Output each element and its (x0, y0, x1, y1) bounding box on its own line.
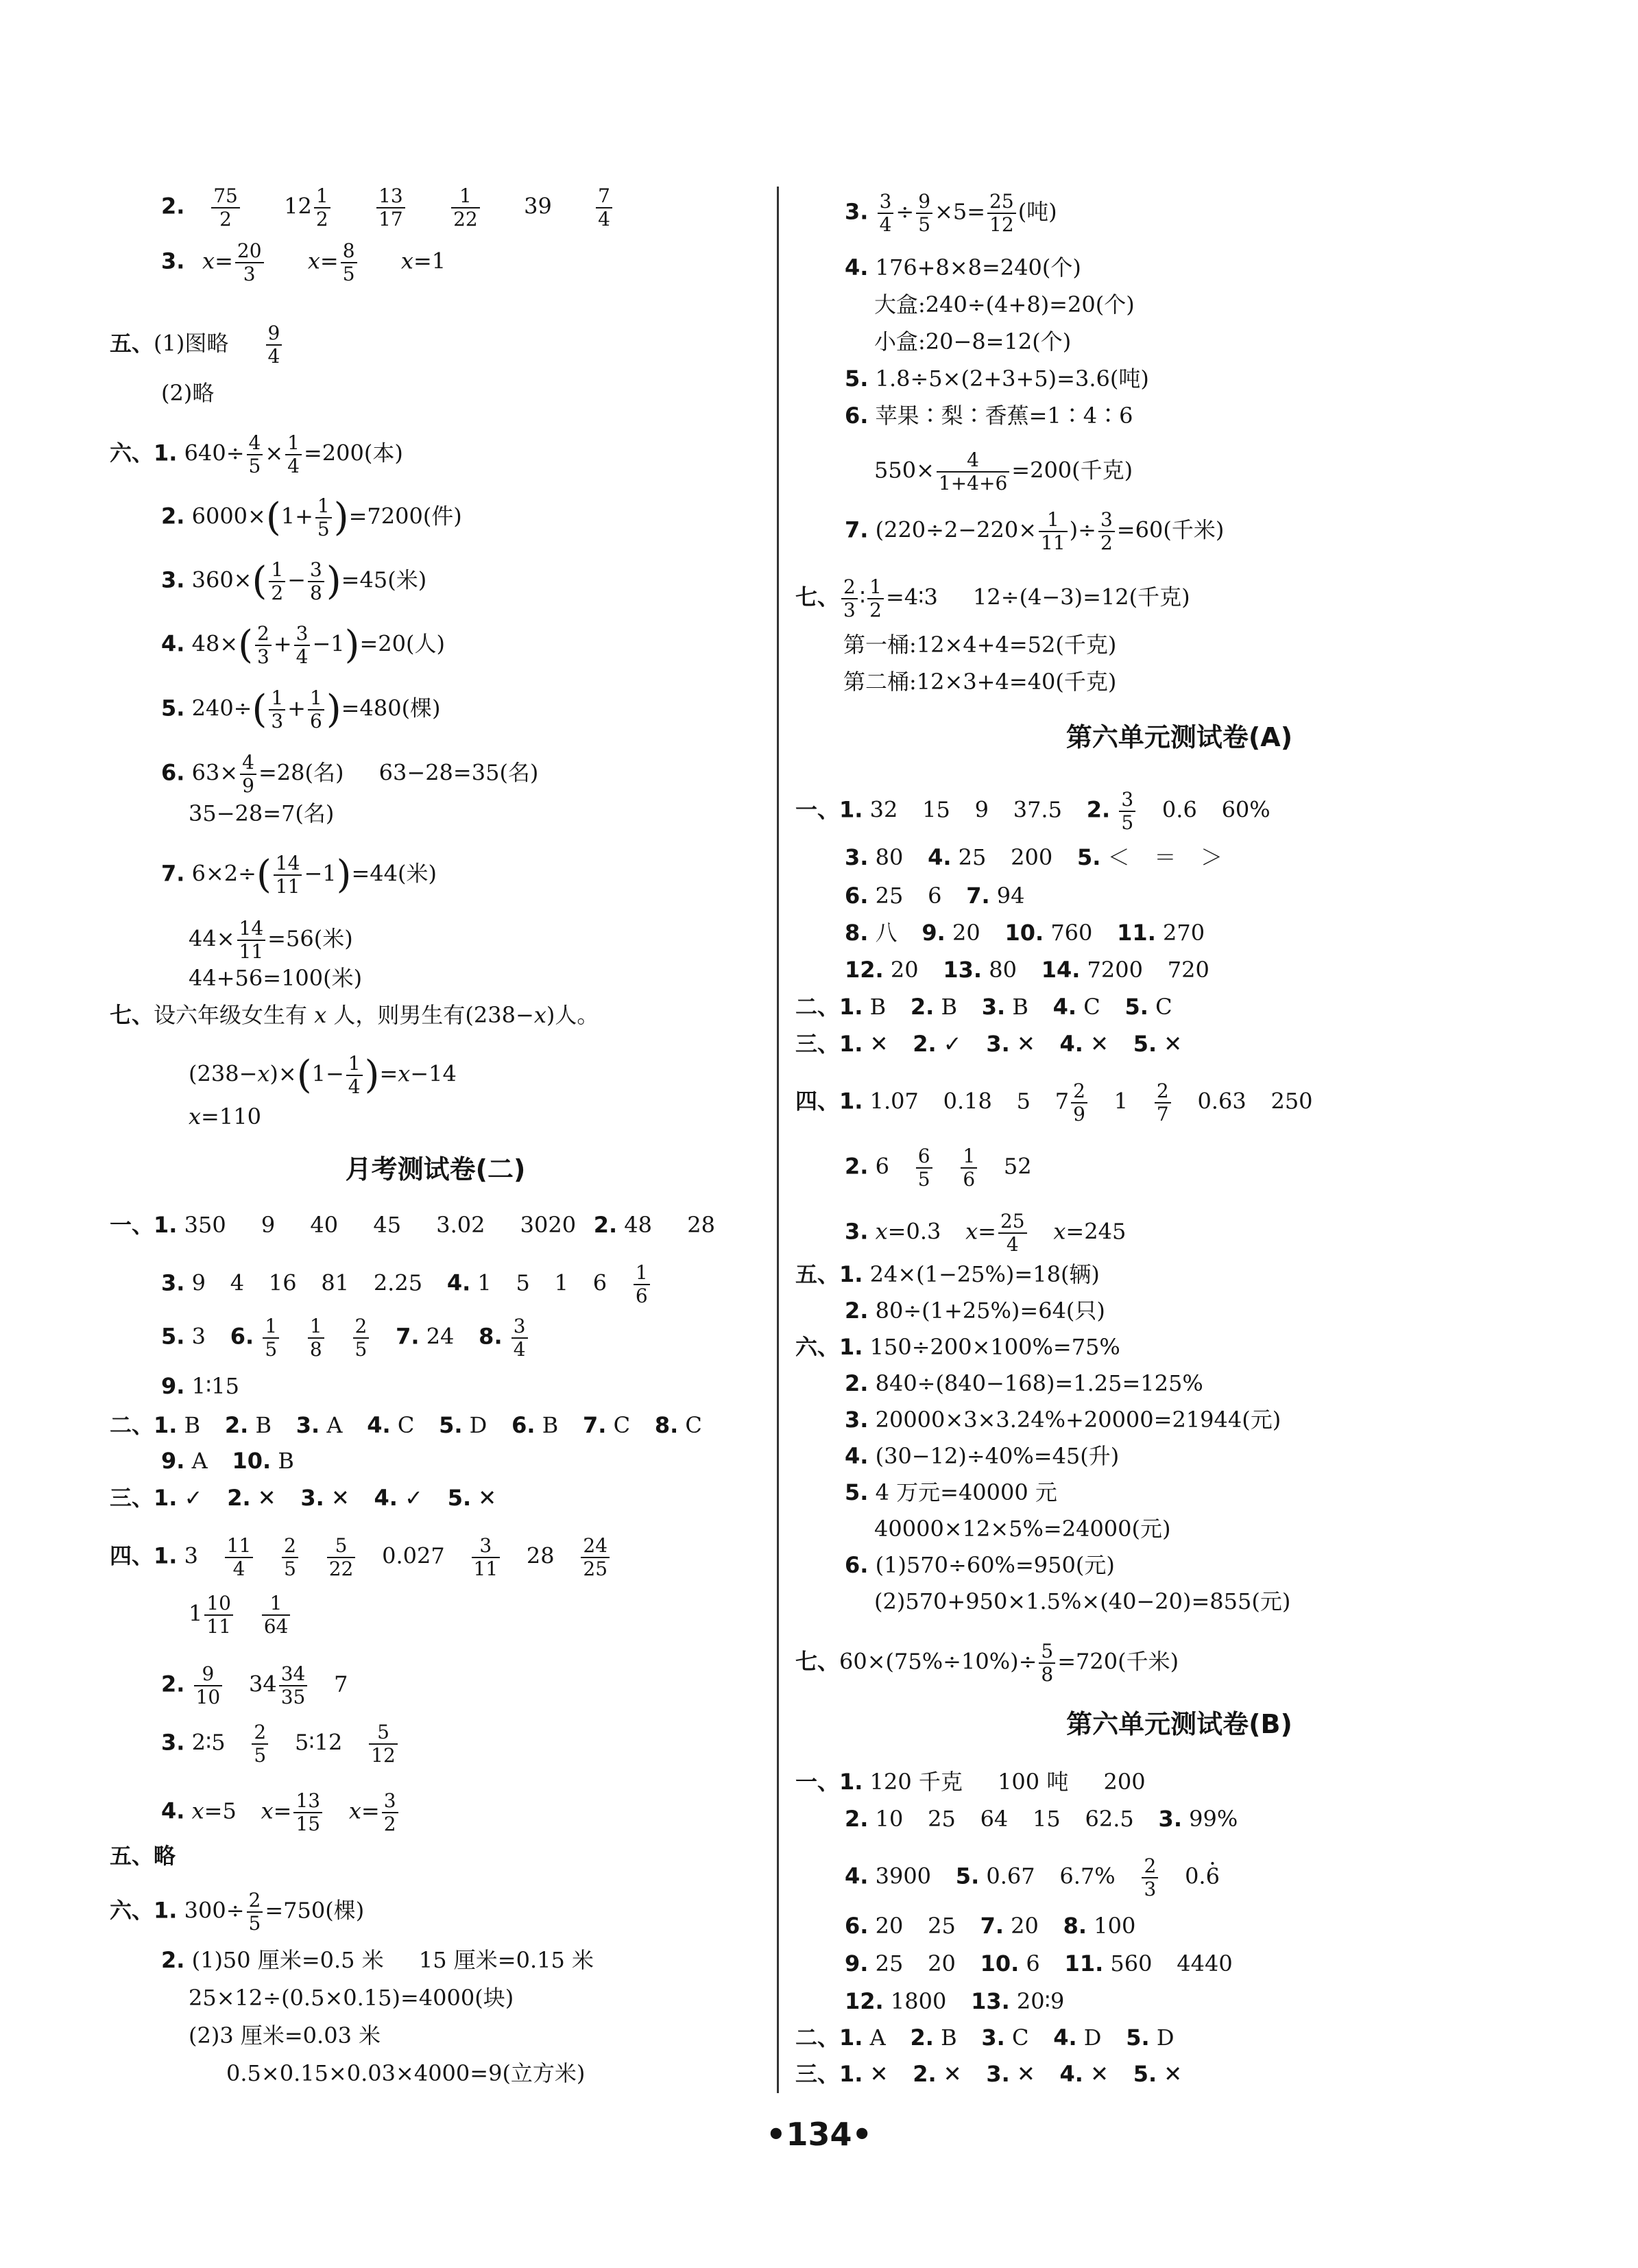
answer-line: 六、1. 150÷200×100%=75% (795, 1334, 1120, 1360)
answer-line: 2. 840÷(840−168)=1.25=125% (845, 1370, 1203, 1396)
answer-line: 550× $\frac{4}{1+4+6}$ =200(千克) (874, 449, 1133, 494)
answer-line: 3. 360×( $\frac{1}{2}$ − $\frac{3}{8}$ )=45(米) (161, 558, 427, 604)
section-heading: 第六单元测试卷(B) (1066, 1709, 1292, 1739)
answer-line: 5. 240÷( $\frac{1}{3}$ + $\frac{1}{6}$ )=480(棵) (161, 687, 441, 732)
answer-line: 6. 25 6 7. 94 (845, 883, 1025, 909)
answer-line: 5. 1.8÷5×(2+3+5)=3.6(吨) (845, 366, 1149, 392)
answer-line: 四、1. 1.07 0.18 5 7 $\frac{2}{9}$ 1 $\frac{2}{7}$ 0.63 250 (795, 1079, 1313, 1125)
answer-line: 一、1. 32 15 9 37.5 2. $\frac{3}{5}$ 0.6 60% (795, 788, 1270, 834)
answer-line: 五、略 (110, 1843, 176, 1869)
answer-line: 2. $\frac{9}{10}$ 34 $\frac{34}{35}$ 7 (161, 1662, 348, 1708)
answer-line: 3. 20000×3×3.24%+20000=21944(元) (845, 1407, 1281, 1433)
section-heading: 月考测试卷(二) (345, 1154, 526, 1184)
answer-line: 6. 苹果∶梨∶香蕉=1∶4∶6 (845, 403, 1133, 429)
answer-line: 一、1. 350 9 40 45 3.02 3020 2. 48 28 (110, 1212, 715, 1238)
answer-line: 4. (30−12)÷40%=45(升) (845, 1443, 1120, 1469)
answer-line: 1 $\frac{10}{11}$ $\frac{1}{64}$ (189, 1592, 292, 1638)
answer-line: 六、1. 300÷ $\frac{2}{5}$ =750(棵) (110, 1889, 365, 1935)
answer-line: 四、1. 3 $\frac{11}{4}$ $\frac{2}{5}$ $\frac{5}{22}$ 0.027 $\frac{3}{11}$ 28 $\frac{24}{25}$ (110, 1535, 612, 1580)
answer-line: 2. 10 25 64 15 62.5 3. 99% (845, 1806, 1238, 1832)
answer-line: 5. 4 万元=40000 元 (845, 1479, 1057, 1505)
answer-line: 二、1. B 2. B 3. A 4. C 5. D 6. B 7. C 8. C (110, 1412, 702, 1438)
answer-line: 4. 176+8×8=240(个) (845, 254, 1081, 280)
answer-line: 六、1. 640÷ $\frac{4}{5}$ × $\frac{1}{4}$ =200(本) (110, 431, 403, 477)
answer-line: 6. (1)570÷60%=950(元) (845, 1552, 1115, 1578)
answer-line: 7. 6×2÷( $\frac{14}{11}$ −1)=44(米) (161, 852, 437, 898)
answer-line: 6. 20 25 7. 20 8. 100 (845, 1913, 1136, 1939)
answer-line: 3. 80 4. 25 200 5. ＜ ＝ ＞ (845, 844, 1223, 870)
answer-line: 35−28=7(名) (189, 800, 335, 826)
answer-line: 2. $\frac{75}{2}$ 12 $\frac{1}{2}$ $\frac{13}{17}$ $\frac{1}{22}$ 39 $\frac{7}{4}$ (161, 185, 614, 230)
answer-line: 9. 1∶15 (161, 1373, 239, 1399)
answer-line: 3. x=0.3 x= $\frac{25}{4}$ x=245 (845, 1210, 1127, 1256)
answer-line: 3. 2∶5 $\frac{2}{5}$ 5∶12 $\frac{5}{12}$ (161, 1721, 400, 1767)
answer-line: 第二桶:12×3+4=40(千克) (843, 669, 1117, 695)
answer-line: 5. 3 6. $\frac{1}{5}$ $\frac{1}{8}$ $\frac{2}{5}$ 7. 24 8. $\frac{3}{4}$ (161, 1315, 530, 1361)
answer-line: 4. 48×( $\frac{2}{3}$ + $\frac{3}{4}$ −1)=20(人) (161, 622, 445, 668)
answer-line: 7. (220÷2−220× $\frac{1}{11}$ )÷ $\frac{3}{2}$ =60(千米) (845, 508, 1225, 554)
answer-line: 12. 20 13. 80 14. 7200 720 (845, 957, 1209, 983)
answer-line: (2)3 厘米=0.03 米 (189, 2022, 381, 2049)
answer-line: 七、60×(75%÷10%)÷ $\frac{5}{8}$ =720(千米) (795, 1640, 1179, 1686)
answer-line: 三、1. ✕ 2. ✓ 3. ✕ 4. ✕ 5. ✕ (795, 1031, 1183, 1057)
answer-line: 2. 6 $\frac{6}{5}$ $\frac{1}{6}$ 52 (845, 1145, 1032, 1191)
answer-line: 五、1. 24×(1−25%)=18(辆) (795, 1261, 1100, 1287)
answer-line: 6. 63× $\frac{4}{9}$ =28(名) 63−28=35(名) (161, 751, 539, 797)
answer-line: 8. 八 9. 20 10. 760 11. 270 (845, 920, 1205, 946)
page-number: •134• (766, 2116, 872, 2153)
answer-line: 9. A 10. B (161, 1448, 294, 1474)
answer-line: 七、 $\frac{2}{3}$ ∶ $\frac{1}{2}$ =4∶3 12÷(4−3)=12(千克) (795, 575, 1190, 621)
answer-line: 二、1. A 2. B 3. C 4. D 5. D (795, 2025, 1175, 2051)
answer-line: 44+56=100(米) (189, 965, 363, 991)
answer-line: 二、1. B 2. B 3. B 4. C 5. C (795, 994, 1172, 1020)
answer-line: 3. x= $\frac{20}{3}$ x= $\frac{8}{5}$ x=1 (161, 239, 446, 285)
section-heading: 第六单元测试卷(A) (1065, 722, 1293, 752)
answer-line: 3. 9 4 16 81 2.25 4. 1 5 1 6 $\frac{1}{6}$ (161, 1262, 652, 1307)
answer-line: x=110 (189, 1103, 261, 1130)
answer-line: 9. 25 20 10. 6 11. 560 4440 (845, 1950, 1233, 1977)
answer-line: (2)570+950×1.5%×(40−20)=855(元) (874, 1588, 1291, 1614)
answer-line: 三、1. ✕ 2. ✕ 3. ✕ 4. ✕ 5. ✕ (795, 2061, 1183, 2087)
answer-line: 小盒:20−8=12(个) (874, 329, 1072, 355)
answer-line: 4. 3900 5. 0.67 6.7% $\frac{2}{3}$ 0.6 · (845, 1855, 1220, 1900)
column-divider (777, 187, 779, 2093)
answer-line: 2. (1)50 厘米=0.5 米 15 厘米=0.15 米 (161, 1947, 594, 1973)
answer-line: (2)略 (161, 380, 215, 406)
answer-line: 40000×12×5%=24000(元) (874, 1516, 1171, 1542)
answer-line: (238−x)×(1− $\frac{1}{4}$ )=x−14 (189, 1052, 457, 1098)
answer-line: 三、1. ✓ 2. ✕ 3. ✕ 4. ✓ 5. ✕ (110, 1485, 497, 1511)
answer-line: 2. 80÷(1+25%)=64(只) (845, 1298, 1105, 1324)
answer-line: 五、(1)图略 $\frac{9}{4}$ (110, 322, 284, 368)
answer-line: 4. x=5 x= $\frac{13}{15}$ x= $\frac{3}{2}$ (161, 1790, 400, 1835)
answer-line: 0.5×0.15×0.03×4000=9(立方米) (226, 2060, 586, 2086)
answer-line: 第一桶:12×4+4=52(千克) (843, 632, 1117, 658)
answer-line: 大盒:240÷(4+8)=20(个) (874, 291, 1135, 318)
answer-line: 12. 1800 13. 20∶9 (845, 1988, 1065, 2014)
answer-line: 七、设六年级女生有 x 人，则男生有(238−x)人。 (110, 1002, 599, 1028)
answer-line: 25×12÷(0.5×0.15)=4000(块) (189, 1985, 514, 2011)
answer-line: 3. $\frac{3}{4}$ ÷ $\frac{9}{5}$ ×5= $\frac{25}{12}$ (吨) (845, 190, 1057, 236)
answer-line: 2. 6000×(1+ $\frac{1}{5}$ )=7200(件) (161, 494, 462, 540)
answer-line: 44× $\frac{14}{11}$ =56(米) (189, 917, 353, 963)
answer-line: 一、1. 120 千克 100 吨 200 (795, 1769, 1146, 1795)
